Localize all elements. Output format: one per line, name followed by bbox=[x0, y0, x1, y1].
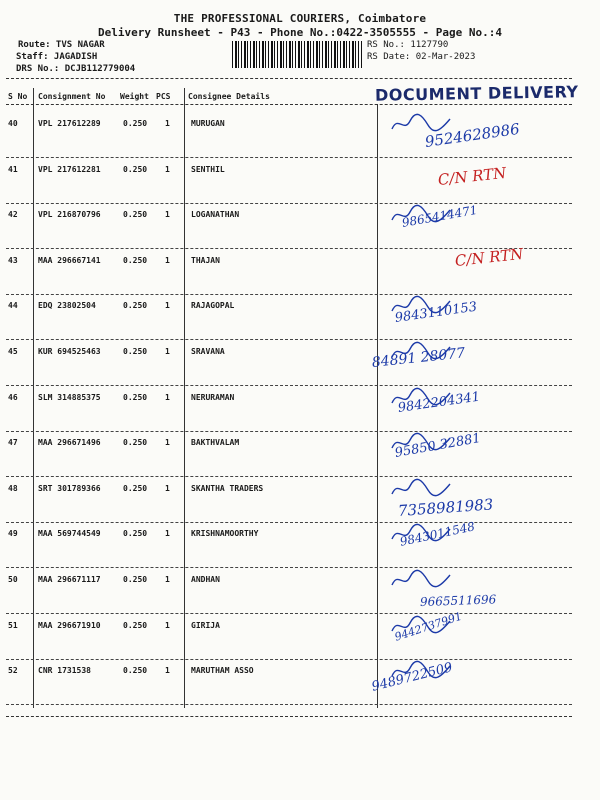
consignee-name: LOGANATHAN bbox=[191, 210, 240, 220]
col-sno: S No bbox=[8, 92, 28, 101]
row-pcs: 1 bbox=[165, 438, 170, 448]
row-pcs: 1 bbox=[165, 620, 170, 630]
row-pcs: 1 bbox=[165, 119, 170, 128]
row-pcs: 1 bbox=[165, 164, 170, 174]
signature-scribble bbox=[388, 385, 458, 411]
table-row bbox=[0, 575, 600, 621]
consignee-name: RAJAGOPAL bbox=[191, 301, 235, 311]
table-row bbox=[0, 621, 600, 667]
consignment-number: VPL 217612289 bbox=[38, 119, 101, 128]
table-row bbox=[0, 347, 600, 393]
row-weight: 0.250 bbox=[123, 529, 148, 539]
row-divider bbox=[6, 522, 572, 523]
row-sno: 42 bbox=[8, 210, 18, 220]
row-divider bbox=[6, 157, 572, 158]
table-row bbox=[0, 484, 600, 530]
footer-divider bbox=[6, 716, 572, 717]
company-title: THE PROFESSIONAL COURIERS, Coimbatore bbox=[173, 12, 427, 25]
consignment-number: SLM 314885375 bbox=[38, 392, 101, 402]
table-row bbox=[0, 165, 600, 211]
consignee-name: MARUTHAM ASSO bbox=[191, 666, 254, 676]
consignee-name: BAKTHVALAM bbox=[191, 438, 240, 448]
row-weight: 0.250 bbox=[123, 575, 148, 584]
consignee-name: KRISHNAMOORTHY bbox=[191, 529, 259, 539]
runsheet-title: Delivery Runsheet - P43 - Phone No.:0422-3505555 - Page No.:4 bbox=[98, 26, 502, 39]
table-row bbox=[0, 438, 600, 484]
row-sno: 52 bbox=[8, 666, 18, 676]
row-weight: 0.250 bbox=[123, 392, 148, 402]
row-divider bbox=[6, 294, 572, 295]
row-pcs: 1 bbox=[165, 529, 170, 539]
table-row bbox=[0, 666, 600, 712]
consignment-number: VPL 216870796 bbox=[38, 210, 101, 220]
col-pcs: PCS bbox=[156, 92, 171, 101]
table-row bbox=[0, 301, 600, 347]
row-weight: 0.250 bbox=[123, 119, 148, 128]
consignment-number: MAA 569744549 bbox=[38, 529, 101, 539]
consignment-number: SRT 301789366 bbox=[38, 483, 101, 493]
handwritten-signature: 7358981983 bbox=[397, 495, 494, 520]
consignee-name: THAJAN bbox=[191, 255, 220, 265]
table-row bbox=[0, 393, 600, 439]
consignment-number: EDQ 23802504 bbox=[38, 301, 96, 311]
handwritten-signature: 9865414471 bbox=[400, 203, 479, 231]
rs-date: RS Date: 02-Mar-2023 bbox=[367, 52, 476, 62]
row-sno: 45 bbox=[8, 347, 18, 356]
signature-scribble bbox=[388, 521, 458, 547]
handwritten-signature: 9843011548 bbox=[398, 519, 477, 550]
row-weight: 0.250 bbox=[123, 301, 148, 311]
signature-scribble bbox=[388, 339, 458, 365]
consignment-number: MAA 296667141 bbox=[38, 255, 101, 265]
consignee-name: SRAVANA bbox=[191, 347, 225, 356]
row-sno: 47 bbox=[8, 438, 18, 448]
row-sno: 43 bbox=[8, 255, 18, 265]
row-pcs: 1 bbox=[165, 666, 170, 676]
consignee-name: ANDHAN bbox=[191, 575, 220, 584]
consignee-name: GIRIJA bbox=[191, 620, 220, 630]
consignment-number: KUR 694525463 bbox=[38, 347, 101, 356]
signature-scribble bbox=[388, 613, 458, 639]
consignee-name: SENTHIL bbox=[191, 164, 225, 174]
consignment-number: MAA 296671910 bbox=[38, 620, 101, 630]
row-divider bbox=[6, 385, 572, 386]
column-header-divider bbox=[6, 104, 572, 105]
row-sno: 40 bbox=[8, 119, 18, 128]
row-sno: 48 bbox=[8, 483, 18, 493]
row-pcs: 1 bbox=[165, 347, 170, 356]
row-weight: 0.250 bbox=[123, 347, 148, 356]
barcode bbox=[232, 41, 362, 68]
consignee-name: NERURAMAN bbox=[191, 392, 235, 402]
row-divider bbox=[6, 476, 572, 477]
row-pcs: 1 bbox=[165, 210, 170, 220]
consignment-number: MAA 296671496 bbox=[38, 438, 101, 448]
signature-scribble bbox=[388, 202, 458, 228]
route-label: Route: TVS NAGAR bbox=[18, 40, 105, 50]
row-weight: 0.250 bbox=[123, 164, 148, 174]
row-divider bbox=[6, 704, 572, 705]
row-sno: 50 bbox=[8, 575, 18, 584]
row-divider bbox=[6, 339, 572, 340]
handwritten-signature: 9842204341 bbox=[396, 389, 481, 416]
signature-scribble bbox=[388, 476, 458, 502]
row-sno: 51 bbox=[8, 620, 18, 630]
document-delivery-stamp: DOCUMENT DELIVERY bbox=[374, 82, 579, 105]
rs-number: RS No.: 1127790 bbox=[367, 40, 449, 50]
consignment-number: MAA 296671117 bbox=[38, 575, 101, 584]
header-divider bbox=[6, 78, 572, 79]
row-weight: 0.250 bbox=[123, 255, 148, 265]
signature-scribble bbox=[388, 567, 458, 593]
handwritten-signature: 95850 32881 bbox=[393, 431, 482, 462]
table-row bbox=[0, 529, 600, 575]
row-divider bbox=[6, 203, 572, 204]
consignee-name: SKANTHA TRADERS bbox=[191, 483, 264, 493]
handwritten-signature: 84891 28077 bbox=[371, 345, 466, 371]
handwritten-signature: C/N RTN bbox=[437, 163, 508, 189]
handwritten-signature: 9665511696 bbox=[419, 592, 497, 609]
row-weight: 0.250 bbox=[123, 666, 148, 676]
staff-label: Staff: JAGADISH bbox=[16, 52, 98, 62]
row-weight: 0.250 bbox=[123, 620, 148, 630]
consignee-name: MURUGAN bbox=[191, 119, 225, 128]
handwritten-signature: 9442737991 bbox=[392, 609, 464, 644]
row-divider bbox=[6, 567, 572, 568]
consignment-number: VPL 217612281 bbox=[38, 164, 101, 174]
col-consignee: Consignee Details bbox=[188, 92, 270, 101]
signature-scribble bbox=[388, 658, 458, 684]
row-pcs: 1 bbox=[165, 575, 170, 584]
row-sno: 46 bbox=[8, 392, 18, 402]
handwritten-signature: C/N RTN bbox=[454, 244, 525, 270]
handwritten-signature: 9843110153 bbox=[393, 299, 478, 327]
row-sno: 49 bbox=[8, 529, 18, 539]
signature-scribble bbox=[388, 430, 458, 456]
handwritten-signature: 9489722509 bbox=[370, 660, 455, 695]
col-consignment: Consignment No bbox=[38, 92, 106, 101]
row-divider bbox=[6, 431, 572, 432]
row-sno: 44 bbox=[8, 301, 18, 311]
row-pcs: 1 bbox=[165, 255, 170, 265]
row-divider bbox=[6, 659, 572, 660]
row-pcs: 1 bbox=[165, 483, 170, 493]
row-weight: 0.250 bbox=[123, 438, 148, 448]
col-weight: Weight bbox=[120, 92, 149, 101]
row-pcs: 1 bbox=[165, 392, 170, 402]
row-weight: 0.250 bbox=[123, 210, 148, 220]
consignment-number: CNR 1731538 bbox=[38, 666, 91, 676]
row-pcs: 1 bbox=[165, 301, 170, 311]
signature-scribble bbox=[388, 293, 458, 319]
handwritten-signature: 9524628986 bbox=[423, 119, 521, 151]
signature-scribble bbox=[388, 111, 458, 137]
row-weight: 0.250 bbox=[123, 483, 148, 493]
drs-number: DRS No.: DCJB112779004 bbox=[16, 64, 136, 74]
row-sno: 41 bbox=[8, 164, 18, 174]
row-divider bbox=[6, 613, 572, 614]
